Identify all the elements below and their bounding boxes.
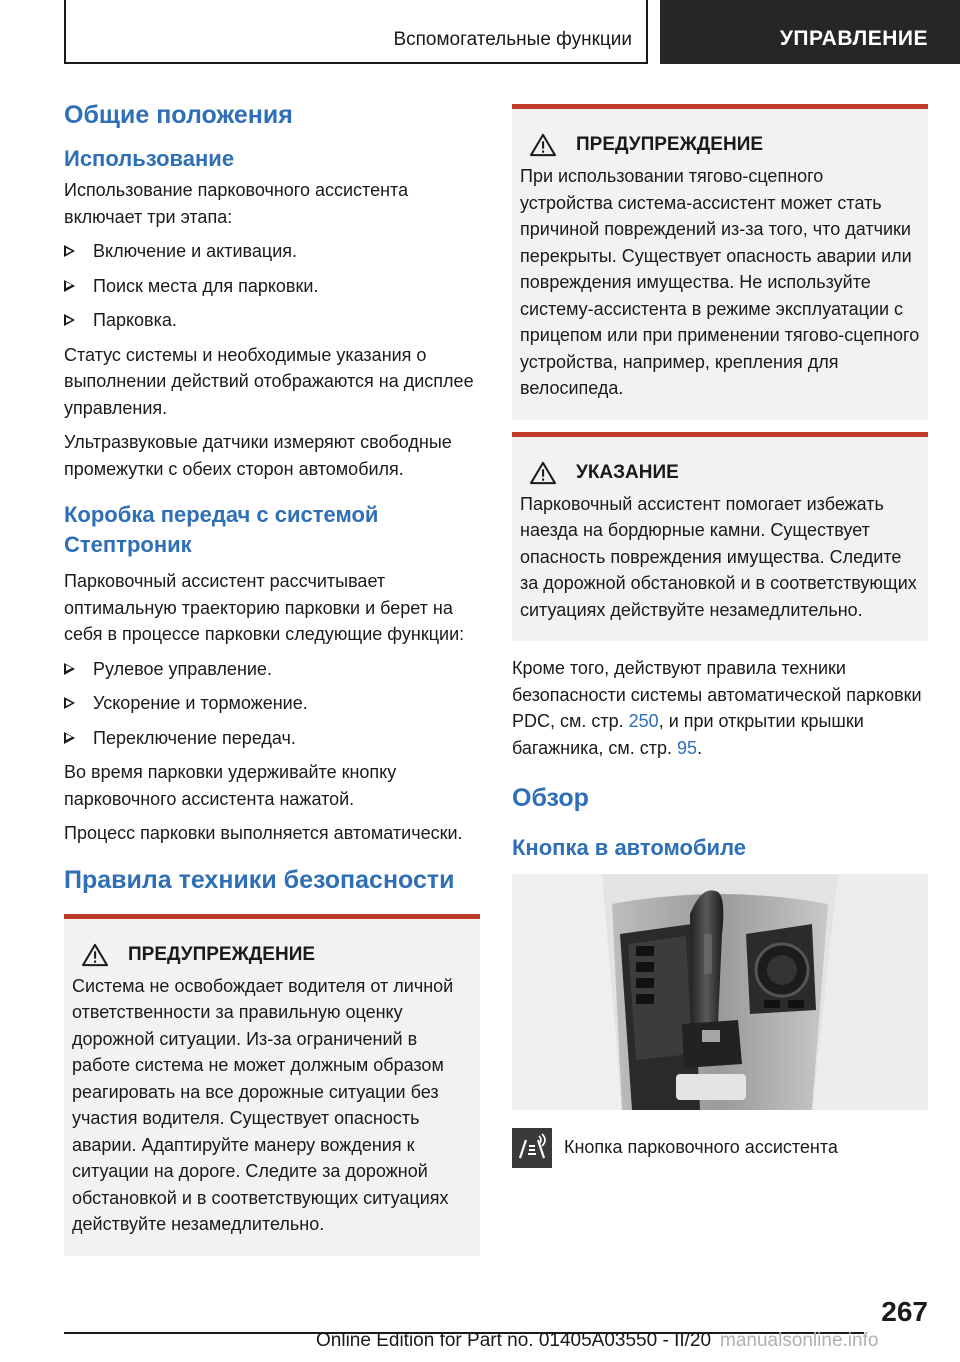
warning-text: Система не освобождает водителя от личной ответственности за правильную оценку дорожной ситуации. Из-за ограничений в работе система не может должным образом реагировать на все дорожные ситуации без участия водителя. Существует опасность аварии. Адаптируйте манеру вождения к ситуации на дороге. Следите за дорожной обстановкой и в соответствующих ситуациях действуйте незамедлительно.: [72, 975, 454, 1234]
heading-usage: Использование: [64, 146, 235, 171]
gearbox-functions-list: [64, 656, 480, 752]
hold-text: Во время парковки удерживайте кнопку парковочного ассистента нажатой.: [64, 762, 397, 809]
link-page-95[interactable]: 95: [677, 737, 698, 758]
heading-button-in-car: Кнопка в автомобиле: [512, 835, 746, 860]
caption-text: Кнопка парковочного ассистента: [564, 1137, 838, 1157]
list-item: Парковка.: [64, 307, 480, 334]
triangle-bullet-icon: [64, 314, 75, 326]
header-chapter-box: [660, 0, 960, 64]
note-box: [512, 432, 928, 642]
note-triangle-icon: [528, 461, 558, 485]
footer-edition: Online Edition for Part no. 01405A03550 - II/20: [316, 1330, 712, 1351]
header-chapter-title: УПРАВЛЕНИЕ: [779, 27, 928, 50]
warning-title: ПРЕДУПРЕЖДЕНИЕ: [576, 134, 764, 155]
note-text: Парковочный ассистент помогает избежать наезда на бордюрные камни. Существует опасность повреждения имущества. Следите за дорожной обстановкой и в соответствующих ситуациях действуйте незамедлительно.: [520, 493, 917, 620]
heading-gearbox: Коробка передач с системой Стептроник: [64, 502, 379, 557]
note-title: УКАЗАНИЕ: [576, 461, 679, 483]
center-console-illustration: [512, 874, 928, 1110]
triangle-bullet-icon: [64, 280, 75, 292]
gearbox-text: Парковочный ассистент рассчитывает оптимальную траекторию парковки и берет на себя в процессе парковки следующие функции:: [64, 571, 465, 644]
status-text: Статус системы и необходимые указания о выполнении действий отображаются на дисплее управления.: [64, 344, 474, 418]
footer-watermark: manualsonline.info: [720, 1330, 879, 1351]
parking-assistant-button-icon: [512, 1128, 552, 1168]
heading-safety: Правила техники безопасности: [64, 865, 455, 894]
auto-text: Процесс парковки выполняется автоматически.: [64, 823, 463, 843]
center-console-photo: [512, 874, 928, 1110]
left-column: [64, 100, 480, 1256]
triangle-bullet-icon: [64, 245, 75, 257]
sensors-text: Ультразвуковые датчики измеряют свободные промежутки с обеих сторон автомобиля.: [64, 432, 452, 479]
photo-caption: [512, 1128, 928, 1168]
warning-triangle-icon: [528, 133, 558, 157]
warning-box-right: [512, 104, 928, 420]
header-section-box: [64, 0, 648, 64]
list-item: Включение и активация.: [64, 238, 480, 265]
list-item: Поиск места для парковки.: [64, 273, 480, 300]
list-item: Ускорение и торможение.: [64, 690, 480, 717]
page-number: 267: [881, 1296, 928, 1327]
link-page-250[interactable]: 250: [628, 711, 659, 731]
warning-box-left: [64, 914, 480, 1256]
warning-triangle-icon: [80, 943, 110, 967]
triangle-bullet-icon: [64, 663, 75, 675]
heading-general: Общие положения: [64, 101, 293, 129]
pdc-reference-text: Кроме того, действуют правила техники безопасности системы автоматической парковки PDC, см. стр. 250, и при открытии крышки багажника, см. стр. 95.: [512, 658, 922, 758]
warning-title: ПРЕДУПРЕЖДЕНИЕ: [128, 943, 316, 965]
usage-steps-list: [64, 238, 480, 334]
right-column: [512, 104, 928, 1168]
usage-intro: Использование парковочного ассистента включает три этапа:: [64, 180, 409, 227]
list-item: Рулевое управление.: [64, 656, 480, 683]
warning-text: При использовании тягово-сцепного устройства система-ассистент может стать причиной повреждений из-за того, что датчики перекрыты. Существует опасность аварии или повреждения имущества. Не используйте систему-ассистента в режиме эксплуатации с прицепом или при применении тягово-сцепного устройства, например, крепления для велосипеда.: [520, 166, 920, 398]
header-section-title: Вспомогательные функции: [393, 29, 632, 50]
triangle-bullet-icon: [64, 732, 75, 744]
list-item: Переключение передач.: [64, 725, 480, 752]
heading-overview: Обзор: [512, 784, 589, 812]
triangle-bullet-icon: [64, 697, 75, 709]
